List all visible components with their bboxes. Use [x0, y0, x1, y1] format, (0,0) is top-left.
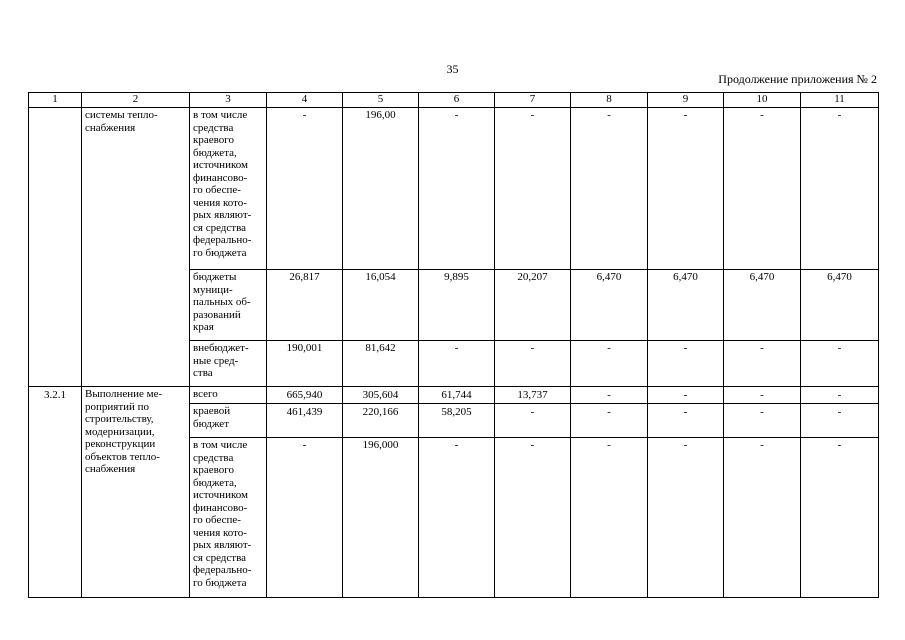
value-cell: 16,054	[343, 270, 419, 341]
value-cell: -	[801, 387, 879, 404]
value-cell: 26,817	[267, 270, 343, 341]
column-number-row	[29, 93, 879, 108]
value-cell: -	[495, 341, 571, 387]
value-cell: 461,439	[267, 404, 343, 438]
value-cell: -	[724, 108, 801, 270]
value-cell: -	[571, 341, 648, 387]
value-cell: -	[801, 438, 879, 598]
value-cell: 305,604	[343, 387, 419, 404]
value-cell: -	[801, 404, 879, 438]
value-cell: -	[648, 341, 724, 387]
funding-source-cell: в том числе средства краевого бюджета, источником финансово- го обеспе- чения кото- рых являют- ся средства федерально- го бюджета	[190, 108, 267, 270]
funding-source-cell: краевой бюджет	[190, 404, 267, 438]
funding-source-cell: бюджеты муници- пальных об- разований края	[190, 270, 267, 341]
value-cell: -	[571, 404, 648, 438]
value-cell: -	[801, 341, 879, 387]
value-cell: 6,470	[648, 270, 724, 341]
value-cell: 6,470	[571, 270, 648, 341]
value-cell: -	[648, 108, 724, 270]
row-code-cell: 3.2.1	[29, 387, 82, 598]
value-cell: -	[648, 438, 724, 598]
column-header: 9	[648, 93, 724, 108]
row-name-cell: Выполнение ме- роприятий по строительству, модернизации, реконструкции объектов тепло- снабжения	[82, 387, 190, 598]
value-cell: -	[267, 108, 343, 270]
value-cell: -	[648, 404, 724, 438]
value-cell: -	[801, 108, 879, 270]
value-cell: 13,737	[495, 387, 571, 404]
value-cell: -	[419, 108, 495, 270]
column-header: 7	[495, 93, 571, 108]
funding-source-cell: всего	[190, 387, 267, 404]
value-cell: 9,895	[419, 270, 495, 341]
value-cell: -	[571, 387, 648, 404]
column-header: 4	[267, 93, 343, 108]
column-header: 11	[801, 93, 879, 108]
value-cell: 58,205	[419, 404, 495, 438]
value-cell: 665,940	[267, 387, 343, 404]
value-cell: 196,00	[343, 108, 419, 270]
column-header: 10	[724, 93, 801, 108]
value-cell: 190,001	[267, 341, 343, 387]
value-cell: -	[495, 438, 571, 598]
table-row	[29, 108, 879, 270]
value-cell: 196,000	[343, 438, 419, 598]
value-cell: -	[724, 387, 801, 404]
value-cell: 81,642	[343, 341, 419, 387]
column-header: 1	[29, 93, 82, 108]
funding-source-cell: внебюджет- ные сред- ства	[190, 341, 267, 387]
value-cell: -	[724, 404, 801, 438]
appendix-note: Продолжение приложения № 2	[718, 72, 877, 86]
value-cell: -	[724, 438, 801, 598]
page-number: 35	[446, 62, 459, 76]
value-cell: 6,470	[724, 270, 801, 341]
value-cell: -	[724, 341, 801, 387]
value-cell: -	[419, 438, 495, 598]
value-cell: -	[571, 108, 648, 270]
column-header: 3	[190, 93, 267, 108]
row-name-cell: системы тепло- снабжения	[82, 108, 190, 387]
column-header: 8	[571, 93, 648, 108]
column-header: 5	[343, 93, 419, 108]
value-cell: -	[648, 387, 724, 404]
value-cell: 6,470	[801, 270, 879, 341]
value-cell: 61,744	[419, 387, 495, 404]
table-row	[29, 387, 879, 404]
value-cell: -	[571, 438, 648, 598]
value-cell: -	[495, 404, 571, 438]
value-cell: -	[495, 108, 571, 270]
column-header: 2	[82, 93, 190, 108]
budget-table	[28, 92, 879, 598]
funding-source-cell: в том числе средства краевого бюджета, источником финансово- го обеспе- чения кото- рых являют- ся средства федерально- го бюджета	[190, 438, 267, 598]
value-cell: 220,166	[343, 404, 419, 438]
value-cell: -	[419, 341, 495, 387]
value-cell: -	[267, 438, 343, 598]
row-code-cell	[29, 108, 82, 387]
column-header: 6	[419, 93, 495, 108]
value-cell: 20,207	[495, 270, 571, 341]
